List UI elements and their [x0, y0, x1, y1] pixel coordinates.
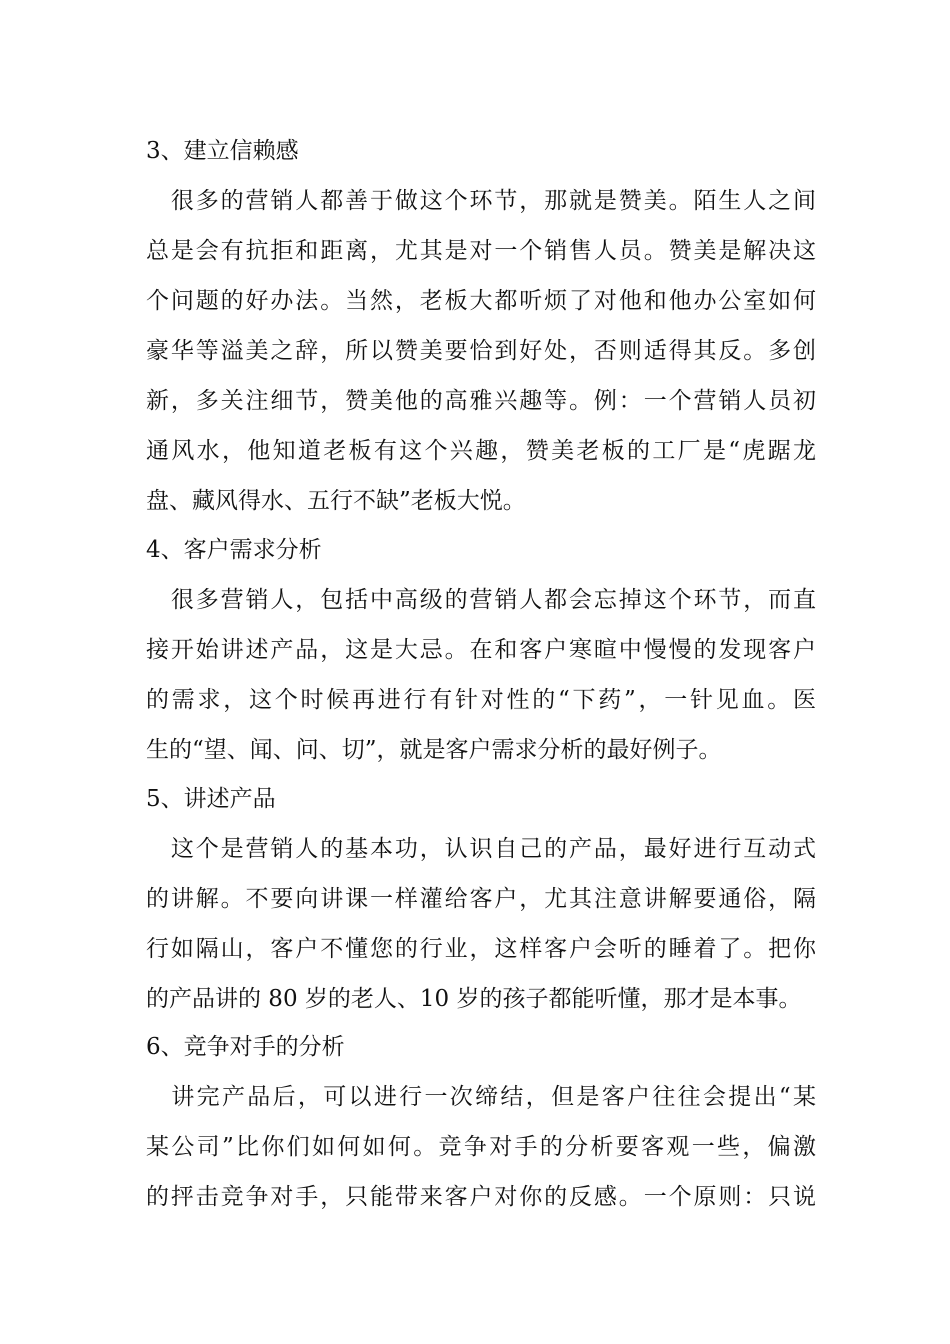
paragraph-line: 讲完产品后，可以进行一次缔结，但是客户往往会提出“某: [146, 1084, 816, 1110]
paragraph-line: 新，多关注细节，赞美他的高雅兴趣等。例：一个营销人员初: [146, 388, 816, 414]
paragraph-line: 某公司”比你们如何如何。竞争对手的分析要客观一些，偏激: [146, 1134, 816, 1160]
section-heading: 4、客户需求分析: [146, 537, 322, 563]
paragraph-line: 豪华等溢美之辞，所以赞美要恰到好处，否则适得其反。多创: [146, 338, 816, 364]
paragraph-line: 的产品讲的 80 岁的老人、10 岁的孩子都能听懂，那才是本事。: [146, 986, 802, 1012]
paragraph-line: 盘、藏风得水、五行不缺”老板大悦。: [146, 488, 526, 514]
section-heading: 5、讲述产品: [146, 786, 276, 812]
paragraph-line: 的需求，这个时候再进行有针对性的“下药”，一针见血。医: [146, 687, 816, 713]
paragraph-line: 接开始讲述产品，这是大忌。在和客户寒暄中慢慢的发现客户: [146, 637, 816, 663]
paragraph-line: 很多的营销人都善于做这个环节，那就是赞美。陌生人之间: [146, 188, 816, 214]
paragraph-line: 生的“望、闻、问、切”，就是客户需求分析的最好例子。: [146, 737, 722, 763]
section-heading: 3、建立信赖感: [146, 138, 299, 164]
paragraph-line: 这个是营销人的基本功，认识自己的产品，最好进行互动式: [146, 836, 816, 862]
paragraph-line: 的讲解。不要向讲课一样灌给客户，尤其注意讲解要通俗，隔: [146, 886, 816, 912]
paragraph-line: 通风水，他知道老板有这个兴趣，赞美老板的工厂是“虎踞龙: [146, 438, 816, 464]
paragraph-line: 个问题的好办法。当然，老板大都听烦了对他和他办公室如何: [146, 288, 816, 314]
paragraph-line: 总是会有抗拒和距离，尤其是对一个销售人员。赞美是解决这: [146, 238, 816, 264]
paragraph-line: 的抨击竞争对手，只能带来客户对你的反感。一个原则：只说: [146, 1184, 816, 1210]
paragraph-line: 很多营销人，包括中高级的营销人都会忘掉这个环节，而直: [146, 587, 816, 613]
paragraph-line: 行如隔山，客户不懂您的行业，这样客户会听的睡着了。把你: [146, 936, 816, 962]
section-heading: 6、竞争对手的分析: [146, 1034, 345, 1060]
